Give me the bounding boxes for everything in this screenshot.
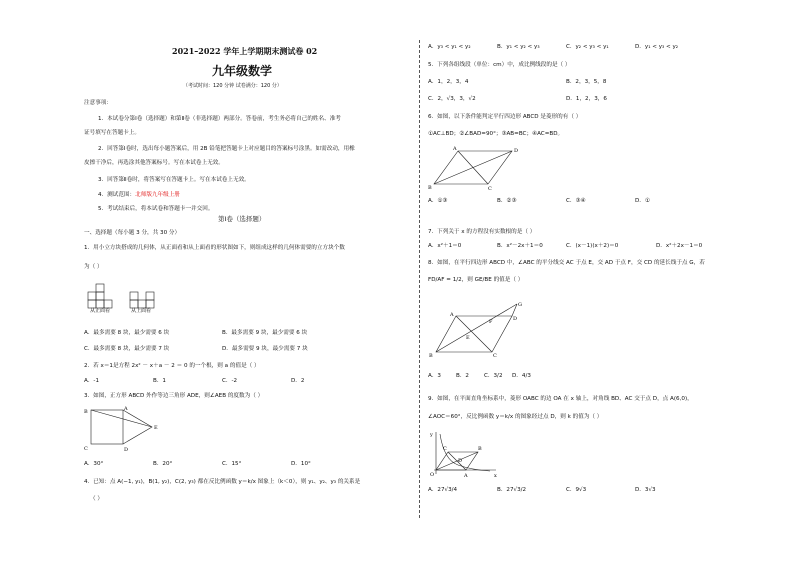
q2-option-d[interactable]: D．2	[291, 378, 305, 384]
column-divider	[419, 40, 420, 518]
q7-option-b[interactable]: B．x²－2x＋1＝0	[497, 243, 543, 249]
q3-label-c: C	[84, 446, 88, 452]
q4-option-d[interactable]: D．y₁ < y₃ < y₂	[635, 44, 679, 50]
q9-option-c[interactable]: C．9√3	[566, 487, 587, 493]
q3-figure	[82, 404, 162, 454]
q9-label-b: B	[478, 446, 482, 452]
q9-option-d[interactable]: D．3√3	[635, 487, 656, 493]
note-4-range: 北师版九年级上册	[135, 192, 180, 198]
q3-option-b[interactable]: B．20°	[153, 461, 173, 467]
q5-option-b[interactable]: B．2，3，5，8	[566, 79, 607, 85]
note-2a: 2．回答第Ⅰ卷时，选出每小题答案后，用 2B 铅笔把答题卡上对应题目的答案标号涂黑。如需改动，用橡	[98, 146, 355, 152]
q4-option-a[interactable]: A．y₃ < y₁ < y₂	[428, 44, 471, 50]
section-part: 一、选择题（每小题 3 分，共 30 分）	[84, 230, 181, 236]
note-1a: 1．本试卷分第Ⅰ卷（选择题）和第Ⅱ卷（非选择题）两部分。答卷前，考生务必将自己的姓名、准考	[98, 116, 341, 122]
q6-label-b: B	[428, 185, 432, 191]
q1-option-a[interactable]: A．最多需要 8 块，最少需要 6 块	[84, 330, 170, 336]
note-3: 3．回答第Ⅱ卷时，将答案写在答题卡上。写在本试卷上无效。	[98, 177, 250, 183]
q8-label-b: B	[429, 353, 433, 358]
q5-option-a[interactable]: A．1，2，3，4	[428, 79, 469, 85]
exam-title: 2021–2022 学年上学期期末测试卷 02	[172, 46, 318, 56]
q9-stem-b: ∠AOC＝60°，反比例函数 y＝k/x 的图象经过点 D，则 k 的值为（ ）	[428, 414, 603, 420]
q3-stem: 3．如图，正方形 ABCD 外作等边三角形 ADE，则∠AEB 的度数为（ ）	[84, 393, 264, 399]
q4-stem-a: 4．已知：点 A(−1, y₁)，B(1, y₂)，C(2, y₃) 都在反比例函数 y＝k/x 图象上（k＜0），则 y₁、y₂、y₃ 的关系是	[84, 479, 361, 485]
note-2b: 皮擦干净后，再选涂其他答案标号。写在本试卷上无效。	[84, 160, 224, 166]
q9-label-y: y	[430, 432, 433, 438]
q8-option-c[interactable]: C．3/2	[484, 373, 503, 379]
q8-label-c: C	[493, 353, 497, 358]
section-title: 第Ⅰ卷（选择题）	[218, 215, 266, 223]
q3-option-a[interactable]: A．30°	[84, 461, 104, 467]
q6-option-d[interactable]: D．①	[635, 198, 650, 204]
q2-option-a[interactable]: A．-1	[84, 378, 99, 384]
q1-option-c[interactable]: C．最多需要 8 块，最少需要 7 块	[84, 346, 170, 352]
q3-option-d[interactable]: D．10°	[291, 461, 311, 467]
subject-title: 九年级数学	[212, 64, 273, 78]
q8-label-g: G	[518, 302, 522, 308]
q8-option-a[interactable]: A．3	[428, 373, 441, 379]
note-1b: 证号填写在答题卡上。	[84, 130, 140, 136]
q5-option-d[interactable]: D．1，2，3，6	[566, 96, 607, 102]
q1-stem-b: 为（ ）	[84, 264, 103, 270]
q3-label-d: D	[124, 447, 129, 453]
q9-option-a[interactable]: A．27√3/4	[428, 487, 458, 493]
q9-label-a: A	[464, 473, 468, 478]
q5-stem: 5．下列各组线段（单位：cm）中，成比例线段的是（ ）	[428, 62, 571, 68]
q6-label-a: A	[453, 146, 457, 152]
note-4	[98, 192, 180, 199]
q8-stem-b: FD/AF = 1/2，则 GE/BE 的值是（ ）	[428, 277, 524, 283]
q6-conditions: ①AC⊥BD；②∠BAD=90°；③AB=BC；④AC=BD。	[428, 131, 564, 137]
exam-time-info: （考试时间：120 分钟 试卷满分：120 分）	[183, 83, 282, 89]
q9-label-c: C	[443, 446, 447, 452]
q7-option-a[interactable]: A．x²＋1＝0	[428, 243, 462, 249]
q3-label-e: E	[154, 425, 158, 431]
q1-fig-top-label: 从上面看	[131, 308, 152, 314]
q4-stem-b: （ ）	[90, 496, 103, 502]
q7-option-d[interactable]: D．x²＋2x－1＝0	[656, 243, 703, 249]
q3-label-a: A	[124, 406, 128, 412]
q8-option-b[interactable]: B．2	[456, 373, 469, 379]
q1-fig-front-label: 从正面看	[90, 308, 111, 314]
q8-label-d: D	[513, 316, 518, 322]
q6-label-d: D	[514, 148, 519, 154]
q3-label-b: B	[84, 409, 88, 415]
q1-option-b[interactable]: B．最多需要 9 块，最少需要 6 块	[222, 330, 308, 336]
q9-option-b[interactable]: B．27√3/2	[497, 487, 527, 493]
q1-option-d[interactable]: D．最多需要 9 块，最少需要 7 块	[222, 346, 308, 352]
q4-option-b[interactable]: B．y₁ < y₂ < y₃	[497, 44, 540, 50]
note-4-prefix: 4．测试范围：	[98, 192, 136, 198]
q4-option-c[interactable]: C．y₂ < y₃ < y₁	[566, 44, 609, 50]
q9-label-o: O	[430, 472, 435, 478]
q6-figure	[426, 144, 522, 192]
q9-label-d: D	[458, 458, 463, 464]
q5-option-c[interactable]: C．2，√3，3，√2	[428, 96, 476, 102]
notes-heading: 注意事项：	[84, 100, 112, 106]
q8-figure	[426, 296, 526, 358]
q9-figure	[428, 430, 500, 478]
q8-label-a: A	[450, 312, 454, 318]
q2-option-c[interactable]: C．-2	[222, 378, 238, 384]
q1-stem-a: 1．用小立方块搭成的几何体，从正面看和从上面看的形状图如下，则组成这样的几何体需要的立方块个数	[84, 245, 345, 251]
q2-stem: 2．若 x＝1是方程 2x² － x＋a － 2 ＝ 0 的一个根，则 a 的值是（ ）	[84, 363, 260, 369]
q8-label-e: E	[466, 335, 470, 341]
q9-label-x: x	[494, 473, 497, 478]
q6-label-c: C	[488, 186, 492, 192]
q6-option-a[interactable]: A．①③	[428, 198, 448, 204]
q6-stem: 6．如图，以下条件能判定平行四边形 ABCD 是菱形的有（ ）	[428, 114, 582, 120]
note-5: 5．考试结束后，将本试卷和答题卡一并交回。	[98, 206, 214, 212]
q7-option-c[interactable]: C．(x－1)(x＋2)＝0	[566, 243, 619, 249]
q6-option-b[interactable]: B．②③	[497, 198, 517, 204]
q3-option-c[interactable]: C．15°	[222, 461, 242, 467]
q8-option-d[interactable]: D．4/3	[512, 373, 531, 379]
q6-option-c[interactable]: C．③④	[566, 198, 586, 204]
q8-label-f: F	[489, 319, 493, 325]
q9-stem-a: 9．如图，在平面直角坐标系中，菱形 OABC 的边 OA 在 x 轴上，对角线 BD、AC 交于点 D，点 A(6,0)，	[428, 396, 693, 402]
q7-stem: 7．下列关于 x 的方程没有实数根的是（ ）	[428, 229, 536, 235]
q8-stem-a: 8．如图，在平行四边形 ABCD 中，∠ABC 的平分线交 AC 于点 E，交 AD 于点 F，交 CD 的延长线于点 G，若	[428, 260, 705, 266]
q2-option-b[interactable]: B．1	[153, 378, 166, 384]
